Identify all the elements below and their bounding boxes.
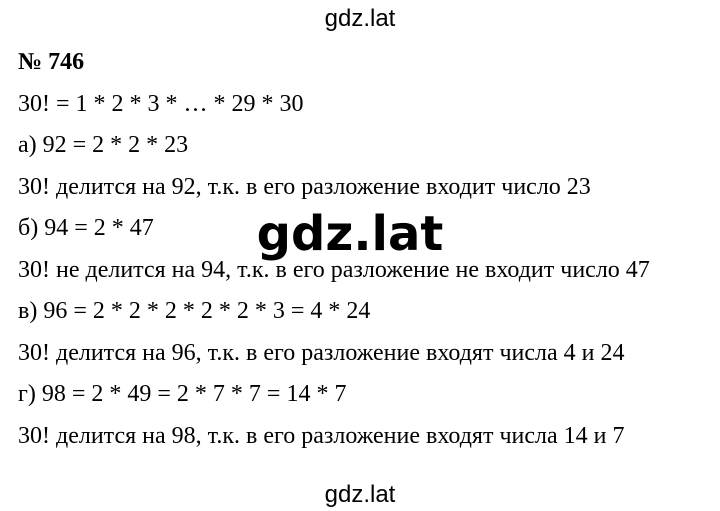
solution-content	[18, 42, 708, 457]
part-v-factorization: в) 96 = 2 * 2 * 2 * 2 * 2 * 3 = 4 * 24	[18, 298, 371, 324]
part-g-factorization: г) 98 = 2 * 49 = 2 * 7 * 7 = 14 * 7	[18, 381, 347, 407]
part-v-conclusion: 30! делится на 96, т.к. в его разложение входят числа 4 и 24	[18, 339, 625, 366]
watermark-bottom: gdz.lat	[324, 481, 396, 508]
problem-number: № 746	[18, 49, 85, 75]
part-a-conclusion: 30! делится на 92, т.к. в его разложение входит число 23	[18, 173, 591, 200]
part-b-factorization: б) 94 = 2 * 47	[18, 215, 154, 241]
part-a-factorization: а) 92 = 2 * 2 * 23	[18, 132, 189, 158]
part-b-conclusion: 30! не делится на 94, т.к. в его разложение не входит число 47	[18, 256, 650, 283]
watermark-top: gdz.lat	[324, 5, 396, 32]
watermark-center: gdz.lat	[256, 206, 444, 262]
factorial-definition: 30! = 1 * 2 * 3 * … * 29 * 30	[18, 90, 304, 117]
part-g-conclusion: 30! делится на 98, т.к. в его разложение входят числа 14 и 7	[18, 422, 625, 449]
